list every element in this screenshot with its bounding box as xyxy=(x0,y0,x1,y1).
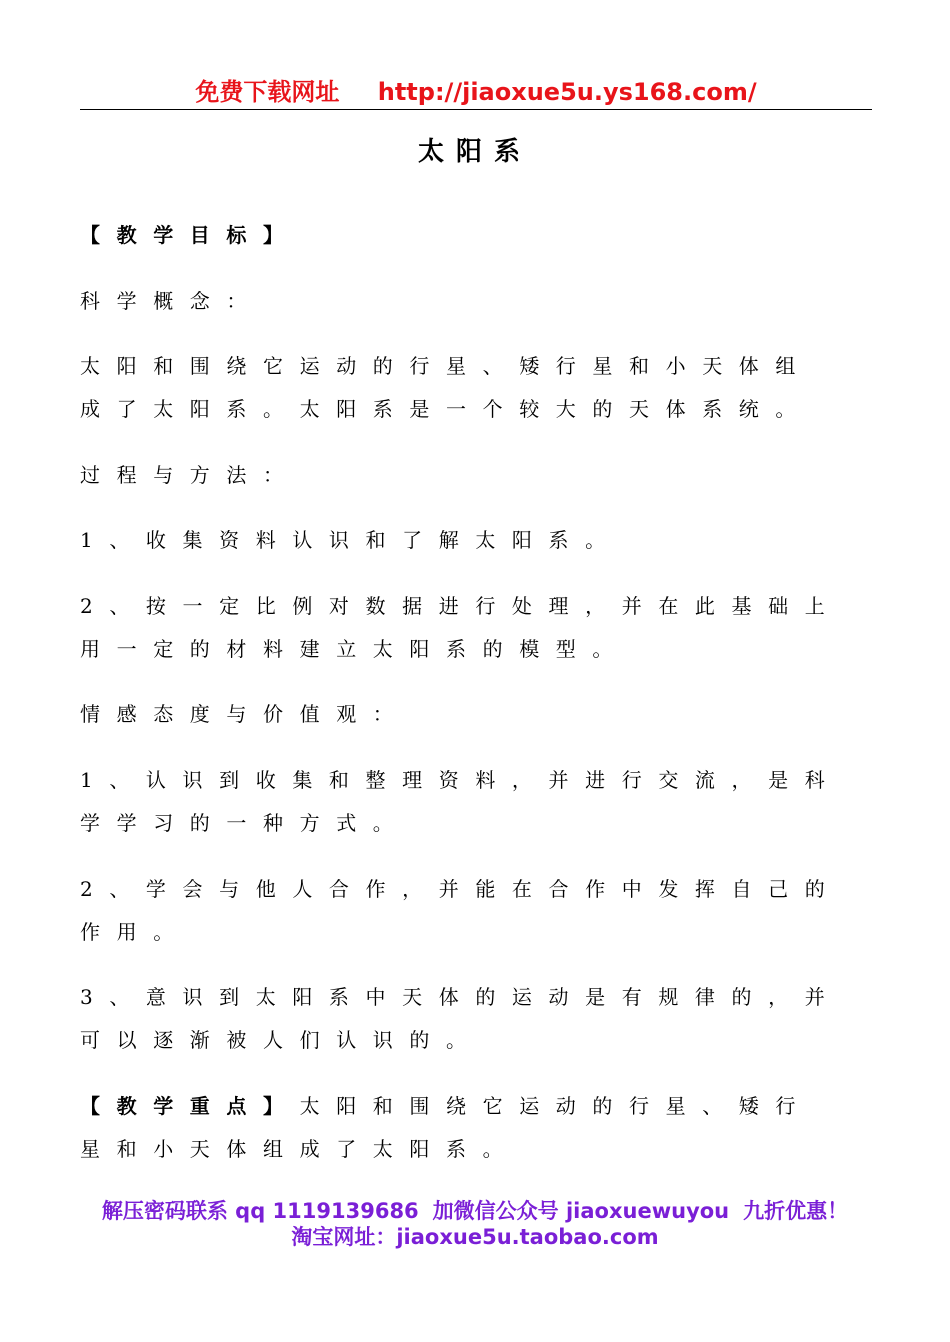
keypoint-line-1 xyxy=(80,1085,870,1128)
footer-qq-text: 解压密码联系 qq 1119139686 xyxy=(101,1199,419,1223)
process-item-2 xyxy=(80,585,870,671)
objectives-heading: 【教学目标】 xyxy=(80,223,300,247)
footer-discount-text: 九折优惠！ xyxy=(743,1199,849,1223)
process-item-2-line-1: 2、按一定比例对数据进行处理，并在此基础上 xyxy=(80,594,842,618)
concept-heading: 科学概念： xyxy=(80,289,263,313)
process-item-2-line-2: 用一定的材料建立太阳系的模型。 xyxy=(80,637,629,661)
emotion-item-1 xyxy=(80,759,870,845)
document-title: 太阳系 xyxy=(417,137,532,167)
process-item-1: 1、收集资料认识和了解太阳系。 xyxy=(80,528,622,552)
footer-wechat-text: 加微信公众号 jiaoxuewuyou xyxy=(432,1199,730,1223)
footer-line-1 xyxy=(0,1198,950,1225)
concept-line-1: 太阳和围绕它运动的行星、矮行星和小天体组 xyxy=(80,354,812,378)
emotion-item-2-line-2: 作用。 xyxy=(80,920,190,944)
keypoint-line-2: 星和小天体组成了太阳系。 xyxy=(80,1137,520,1161)
emotion-heading: 情感态度与价值观： xyxy=(80,702,410,726)
header-label: 免费下载网址 xyxy=(195,78,340,106)
emotion-item-3-line-1: 3、意识到太阳系中天体的运动是有规律的，并 xyxy=(80,985,842,1009)
emotion-item-1-line-2: 学学习的一种方式。 xyxy=(80,811,410,835)
emotion-item-2-line-1: 2、学会与他人合作，并能在合作中发挥自己的 xyxy=(80,877,842,901)
header-rule xyxy=(80,109,872,110)
header-bar xyxy=(80,74,872,110)
header-url-link[interactable]: http://jiaoxue5u.ys168.com/ xyxy=(377,78,757,106)
keypoint-heading: 【教学重点】 xyxy=(80,1094,300,1118)
footer-line-2 xyxy=(0,1224,950,1251)
emotion-item-3-line-2: 可以逐渐被人们认识的。 xyxy=(80,1028,483,1052)
keypoint-text-1: 太阳和围绕它运动的行星、矮行 xyxy=(299,1094,813,1118)
keypoint-paragraph xyxy=(80,1085,870,1171)
footer-taobao-link[interactable]: 淘宝网址：jiaoxue5u.taobao.com xyxy=(291,1225,659,1249)
concept-paragraph xyxy=(80,345,870,431)
process-heading: 过程与方法： xyxy=(80,463,300,487)
emotion-item-3 xyxy=(80,976,870,1062)
concept-line-2: 成了太阳系。太阳系是一个较大的天体系统。 xyxy=(80,397,812,421)
emotion-item-1-line-1: 1、认识到收集和整理资料，并进行交流，是科 xyxy=(80,768,842,792)
emotion-item-2 xyxy=(80,868,870,954)
